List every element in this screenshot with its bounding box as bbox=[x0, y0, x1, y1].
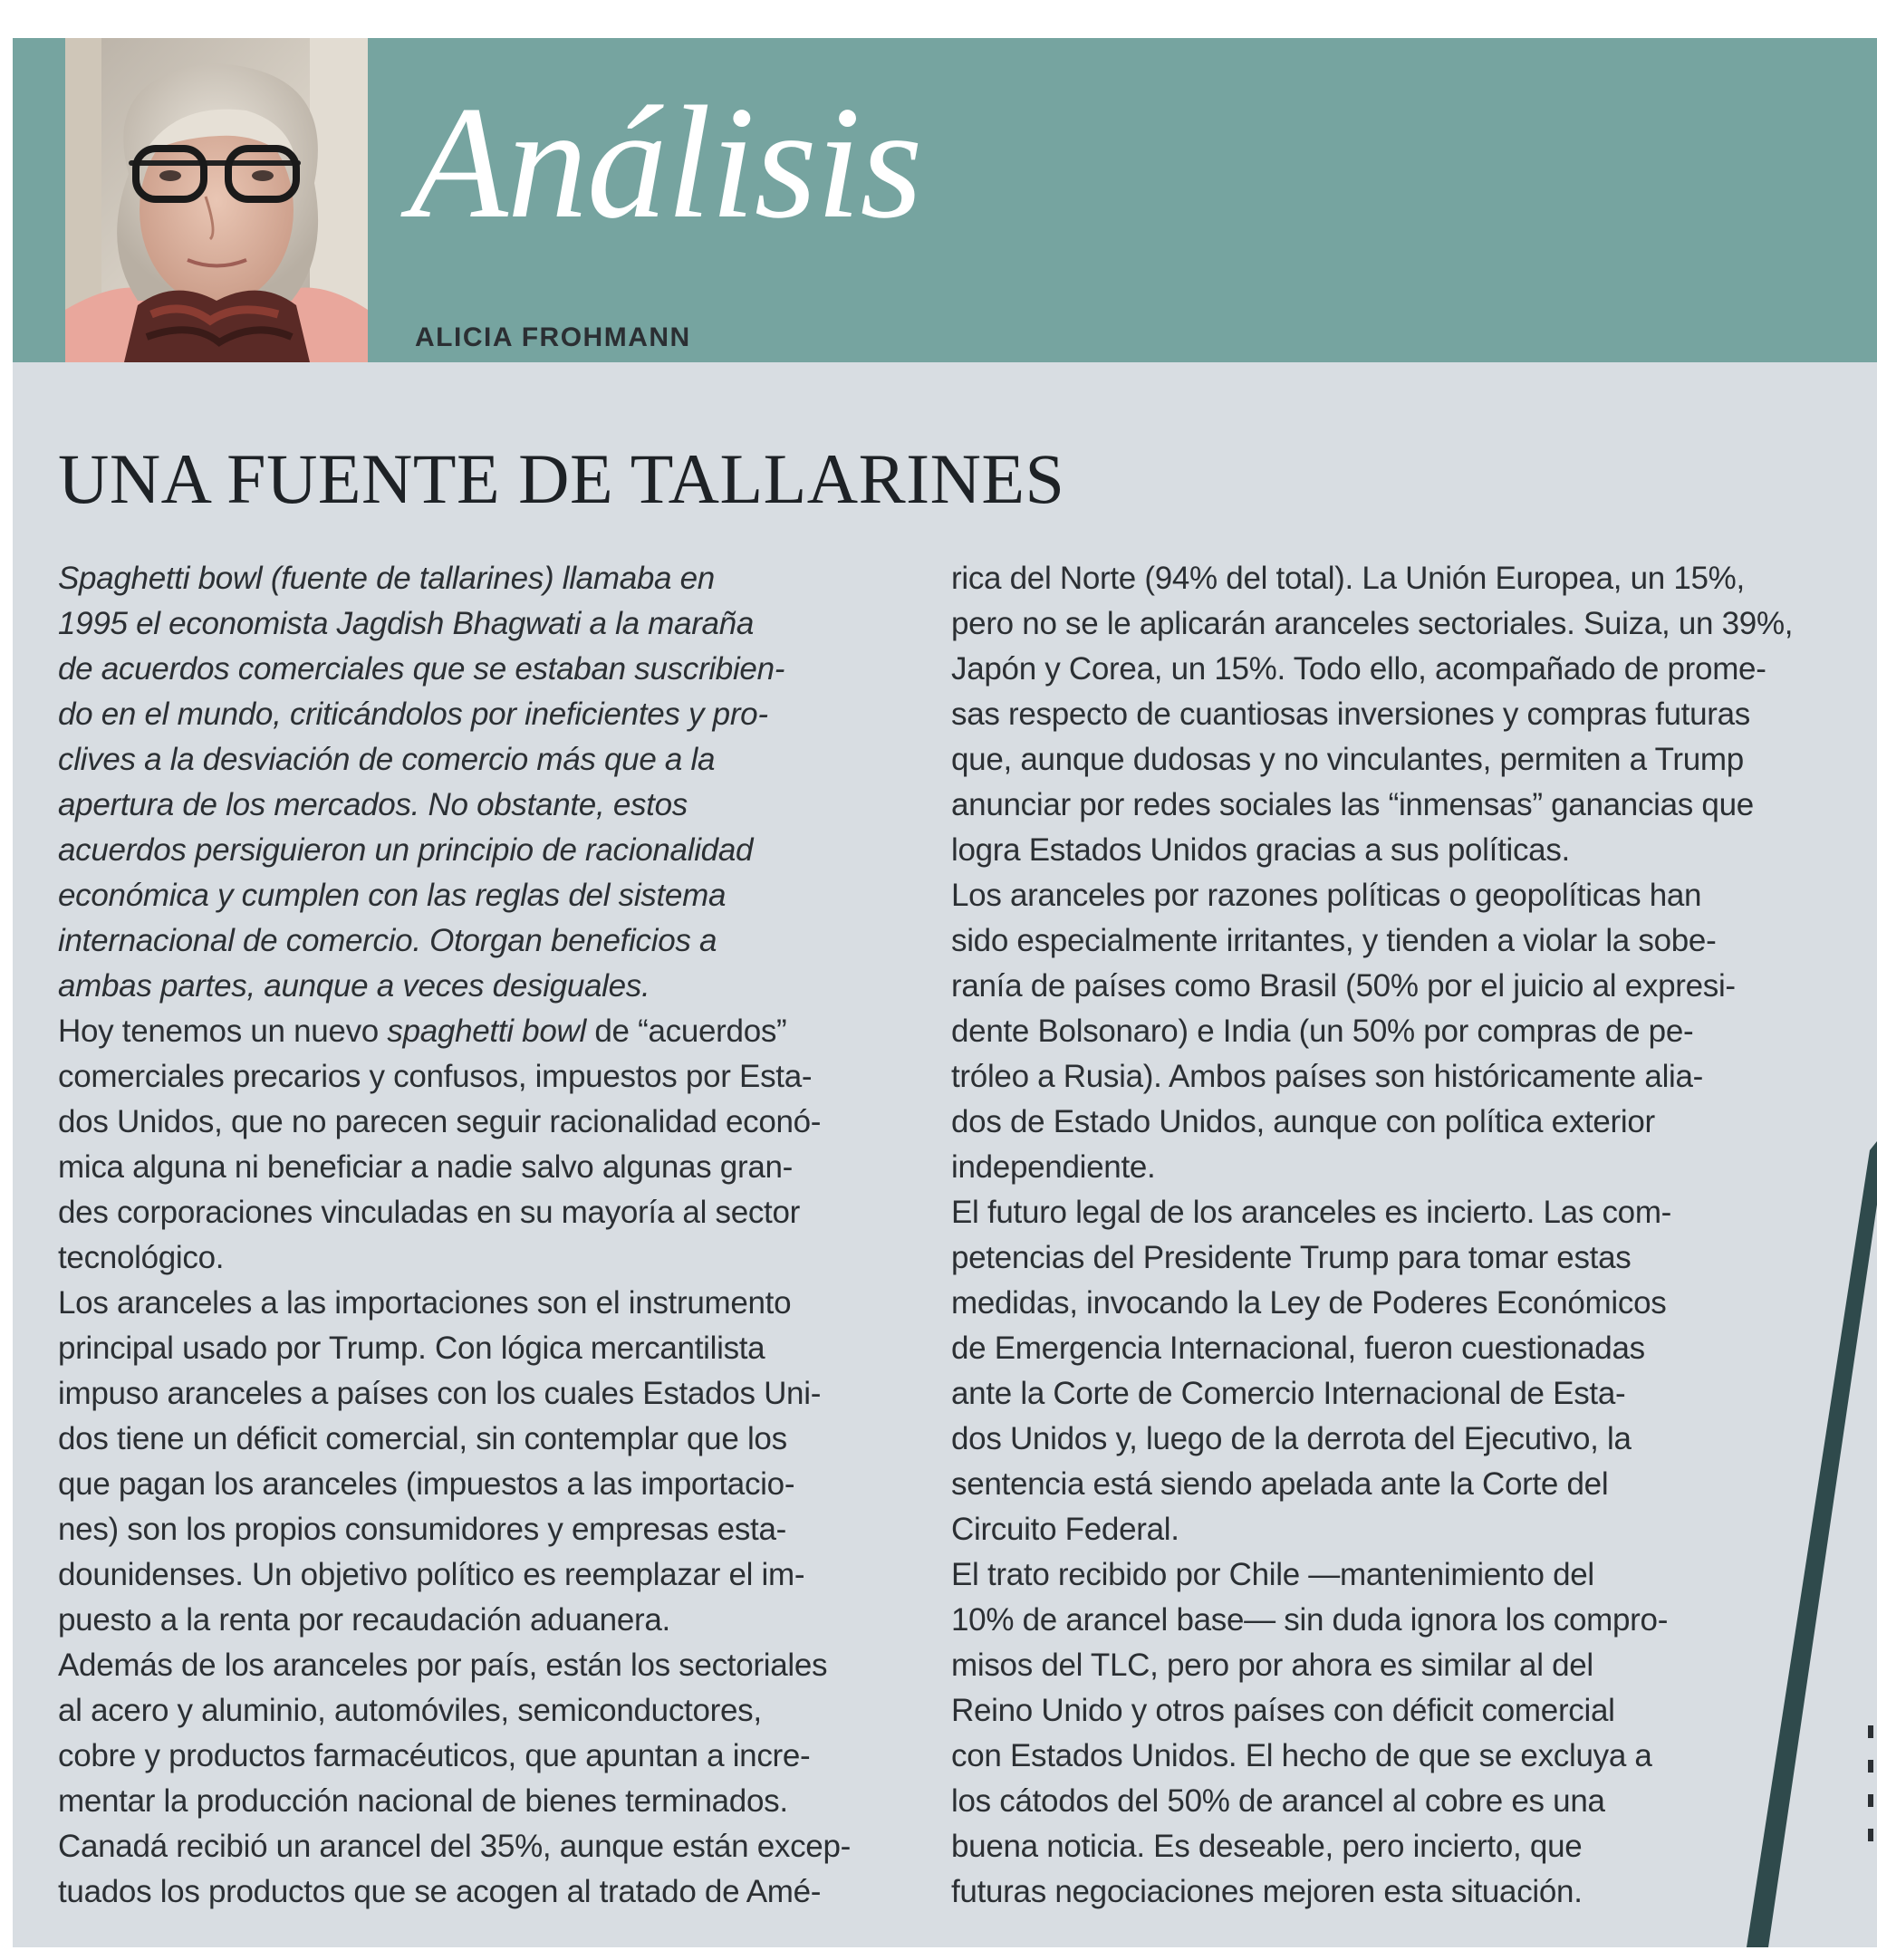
text-run: Hoy tenemos un nuevo bbox=[58, 1014, 388, 1049]
text-line: Circuito Federal. bbox=[951, 1512, 1179, 1547]
text-line: ambas partes, aunque a veces desiguales. bbox=[58, 968, 650, 1004]
text-line: rica del Norte (94% del total). La Unión Europea, un 15%, bbox=[951, 561, 1745, 596]
text-line: dente Bolsonaro) e India (un 50% por compras de pe- bbox=[951, 1014, 1694, 1049]
author-photo bbox=[65, 38, 368, 362]
text-line: anunciar por redes sociales las “inmensas” ganancias que bbox=[951, 787, 1754, 822]
text-line: logra Estados Unidos gracias a sus políticas. bbox=[951, 832, 1570, 868]
text-line: los cátodos del 50% de arancel al cobre es una bbox=[951, 1783, 1605, 1819]
text-line: principal usado por Trump. Con lógica mercantilista bbox=[58, 1331, 765, 1366]
text-line: clives a la desviación de comercio más que a la bbox=[58, 742, 716, 777]
text-line: 10% de arancel base— sin duda ignora los compro- bbox=[951, 1602, 1669, 1638]
text-line: 1995 el economista Jagdish Bhagwati a la maraña bbox=[58, 606, 755, 641]
text-line: al acero y aluminio, automóviles, semiconductores, bbox=[58, 1693, 762, 1728]
text-line: que, aunque dudosas y no vinculantes, permiten a Trump bbox=[951, 742, 1744, 777]
text-line: tróleo a Rusia). Ambos países son históricamente alia- bbox=[951, 1059, 1704, 1094]
body-paragraph bbox=[951, 556, 1848, 873]
text-line: Spaghetti bowl (fuente de tallarines) llamaba en bbox=[58, 561, 715, 596]
text-line: tecnológico. bbox=[58, 1240, 225, 1275]
text-line: medidas, invocando la Ley de Poderes Económicos bbox=[951, 1285, 1667, 1321]
text-line: futuras negociaciones mejoren esta situación. bbox=[951, 1874, 1583, 1909]
text-line: Los aranceles a las importaciones son el instrumento bbox=[58, 1285, 792, 1321]
text-line: ranía de países como Brasil (50% por el juicio al expresi- bbox=[951, 968, 1736, 1004]
text-line: impuso aranceles a países con los cuales Estados Uni- bbox=[58, 1376, 822, 1411]
text-line: dos Unidos, que no parecen seguir racionalidad econó- bbox=[58, 1104, 822, 1139]
text-line: do en el mundo, criticándolos por ineficientes y pro- bbox=[58, 697, 768, 732]
article-column-right bbox=[951, 556, 1848, 1915]
body-paragraph bbox=[951, 873, 1848, 1190]
text-line: tuados los productos que se acogen al tratado de Amé- bbox=[58, 1874, 822, 1909]
text-line: dounidenses. Un objetivo político es reemplazar el im- bbox=[58, 1557, 805, 1592]
text-line: des corporaciones vinculadas en su mayoría al sector bbox=[58, 1195, 801, 1230]
text-line: mentar la producción nacional de bienes terminados. bbox=[58, 1783, 788, 1819]
body-paragraph bbox=[58, 1643, 928, 1915]
text-line: petencias del Presidente Trump para tomar estas bbox=[951, 1240, 1632, 1275]
text-line: buena noticia. Es deseable, pero incierto, que bbox=[951, 1829, 1583, 1864]
body-paragraph bbox=[58, 1281, 928, 1643]
text-line bbox=[58, 1009, 928, 1054]
text-line: El trato recibido por Chile —mantenimiento del bbox=[951, 1557, 1594, 1592]
text-line: comerciales precarios y confusos, impuestos por Esta- bbox=[58, 1059, 813, 1094]
text-line: con Estados Unidos. El hecho de que se excluya a bbox=[951, 1738, 1652, 1773]
text-line: dos Unidos y, luego de la derrota del Ejecutivo, la bbox=[951, 1421, 1632, 1456]
text-line: cobre y productos farmacéuticos, que apuntan a incre- bbox=[58, 1738, 811, 1773]
article-headline: UNA FUENTE DE TALLARINES bbox=[58, 439, 1065, 518]
text-line: económica y cumplen con las reglas del sistema bbox=[58, 878, 727, 913]
page-edge-marks bbox=[1868, 1725, 1875, 1888]
text-line: apertura de los mercados. No obstante, estos bbox=[58, 787, 688, 822]
text-line: internacional de comercio. Otorgan beneficios a bbox=[58, 923, 717, 958]
text-line: Además de los aranceles por país, están los sectoriales bbox=[58, 1648, 828, 1683]
text-line: pero no se le aplicarán aranceles sectoriales. Suiza, un 39%, bbox=[951, 606, 1794, 641]
text-line: de Emergencia Internacional, fueron cuestionadas bbox=[951, 1331, 1645, 1366]
section-title: Análisis bbox=[409, 72, 922, 252]
lede-paragraph bbox=[58, 556, 928, 1009]
text-line: Reino Unido y otros países con déficit comercial bbox=[951, 1693, 1615, 1728]
text-line: dos tiene un déficit comercial, sin contemplar que los bbox=[58, 1421, 787, 1456]
text-line: sido especialmente irritantes, y tienden a violar la sobe- bbox=[951, 923, 1717, 958]
text-line: misos del TLC, pero por ahora es similar al del bbox=[951, 1648, 1593, 1683]
text-line: mica alguna ni beneficiar a nadie salvo algunas gran- bbox=[58, 1149, 794, 1185]
text-line: acuerdos persiguieron un principio de racionalidad bbox=[58, 832, 754, 868]
body-paragraph bbox=[951, 1190, 1848, 1552]
author-byline: ALICIA FROHMANN bbox=[415, 322, 691, 352]
text-line: Japón y Corea, un 15%. Todo ello, acompañado de prome- bbox=[951, 651, 1766, 687]
text-line: Los aranceles por razones políticas o geopolíticas han bbox=[951, 878, 1702, 913]
article-column-left bbox=[58, 556, 928, 1915]
text-line: Canadá recibió un arancel del 35%, aunque están excep- bbox=[58, 1829, 851, 1864]
text-line: independiente. bbox=[951, 1149, 1156, 1185]
text-line: dos de Estado Unidos, aunque con política exterior bbox=[951, 1104, 1655, 1139]
italic-term: spaghetti bowl bbox=[387, 1014, 586, 1049]
text-line: ante la Corte de Comercio Internacional de Esta- bbox=[951, 1376, 1626, 1411]
text-line: sas respecto de cuantiosas inversiones y compras futuras bbox=[951, 697, 1750, 732]
body-paragraph bbox=[951, 1552, 1848, 1915]
text-line: que pagan los aranceles (impuestos a las importacio- bbox=[58, 1466, 795, 1502]
text-line: sentencia está siendo apelada ante la Corte del bbox=[951, 1466, 1609, 1502]
text-line: nes) son los propios consumidores y empresas esta- bbox=[58, 1512, 786, 1547]
text-run: de “acuerdos” bbox=[585, 1014, 787, 1049]
text-line: puesto a la renta por recaudación aduanera. bbox=[58, 1602, 670, 1638]
body-paragraph bbox=[58, 1009, 928, 1281]
text-line: El futuro legal de los aranceles es incierto. Las com- bbox=[951, 1195, 1672, 1230]
text-line: de acuerdos comerciales que se estaban suscribien- bbox=[58, 651, 785, 687]
